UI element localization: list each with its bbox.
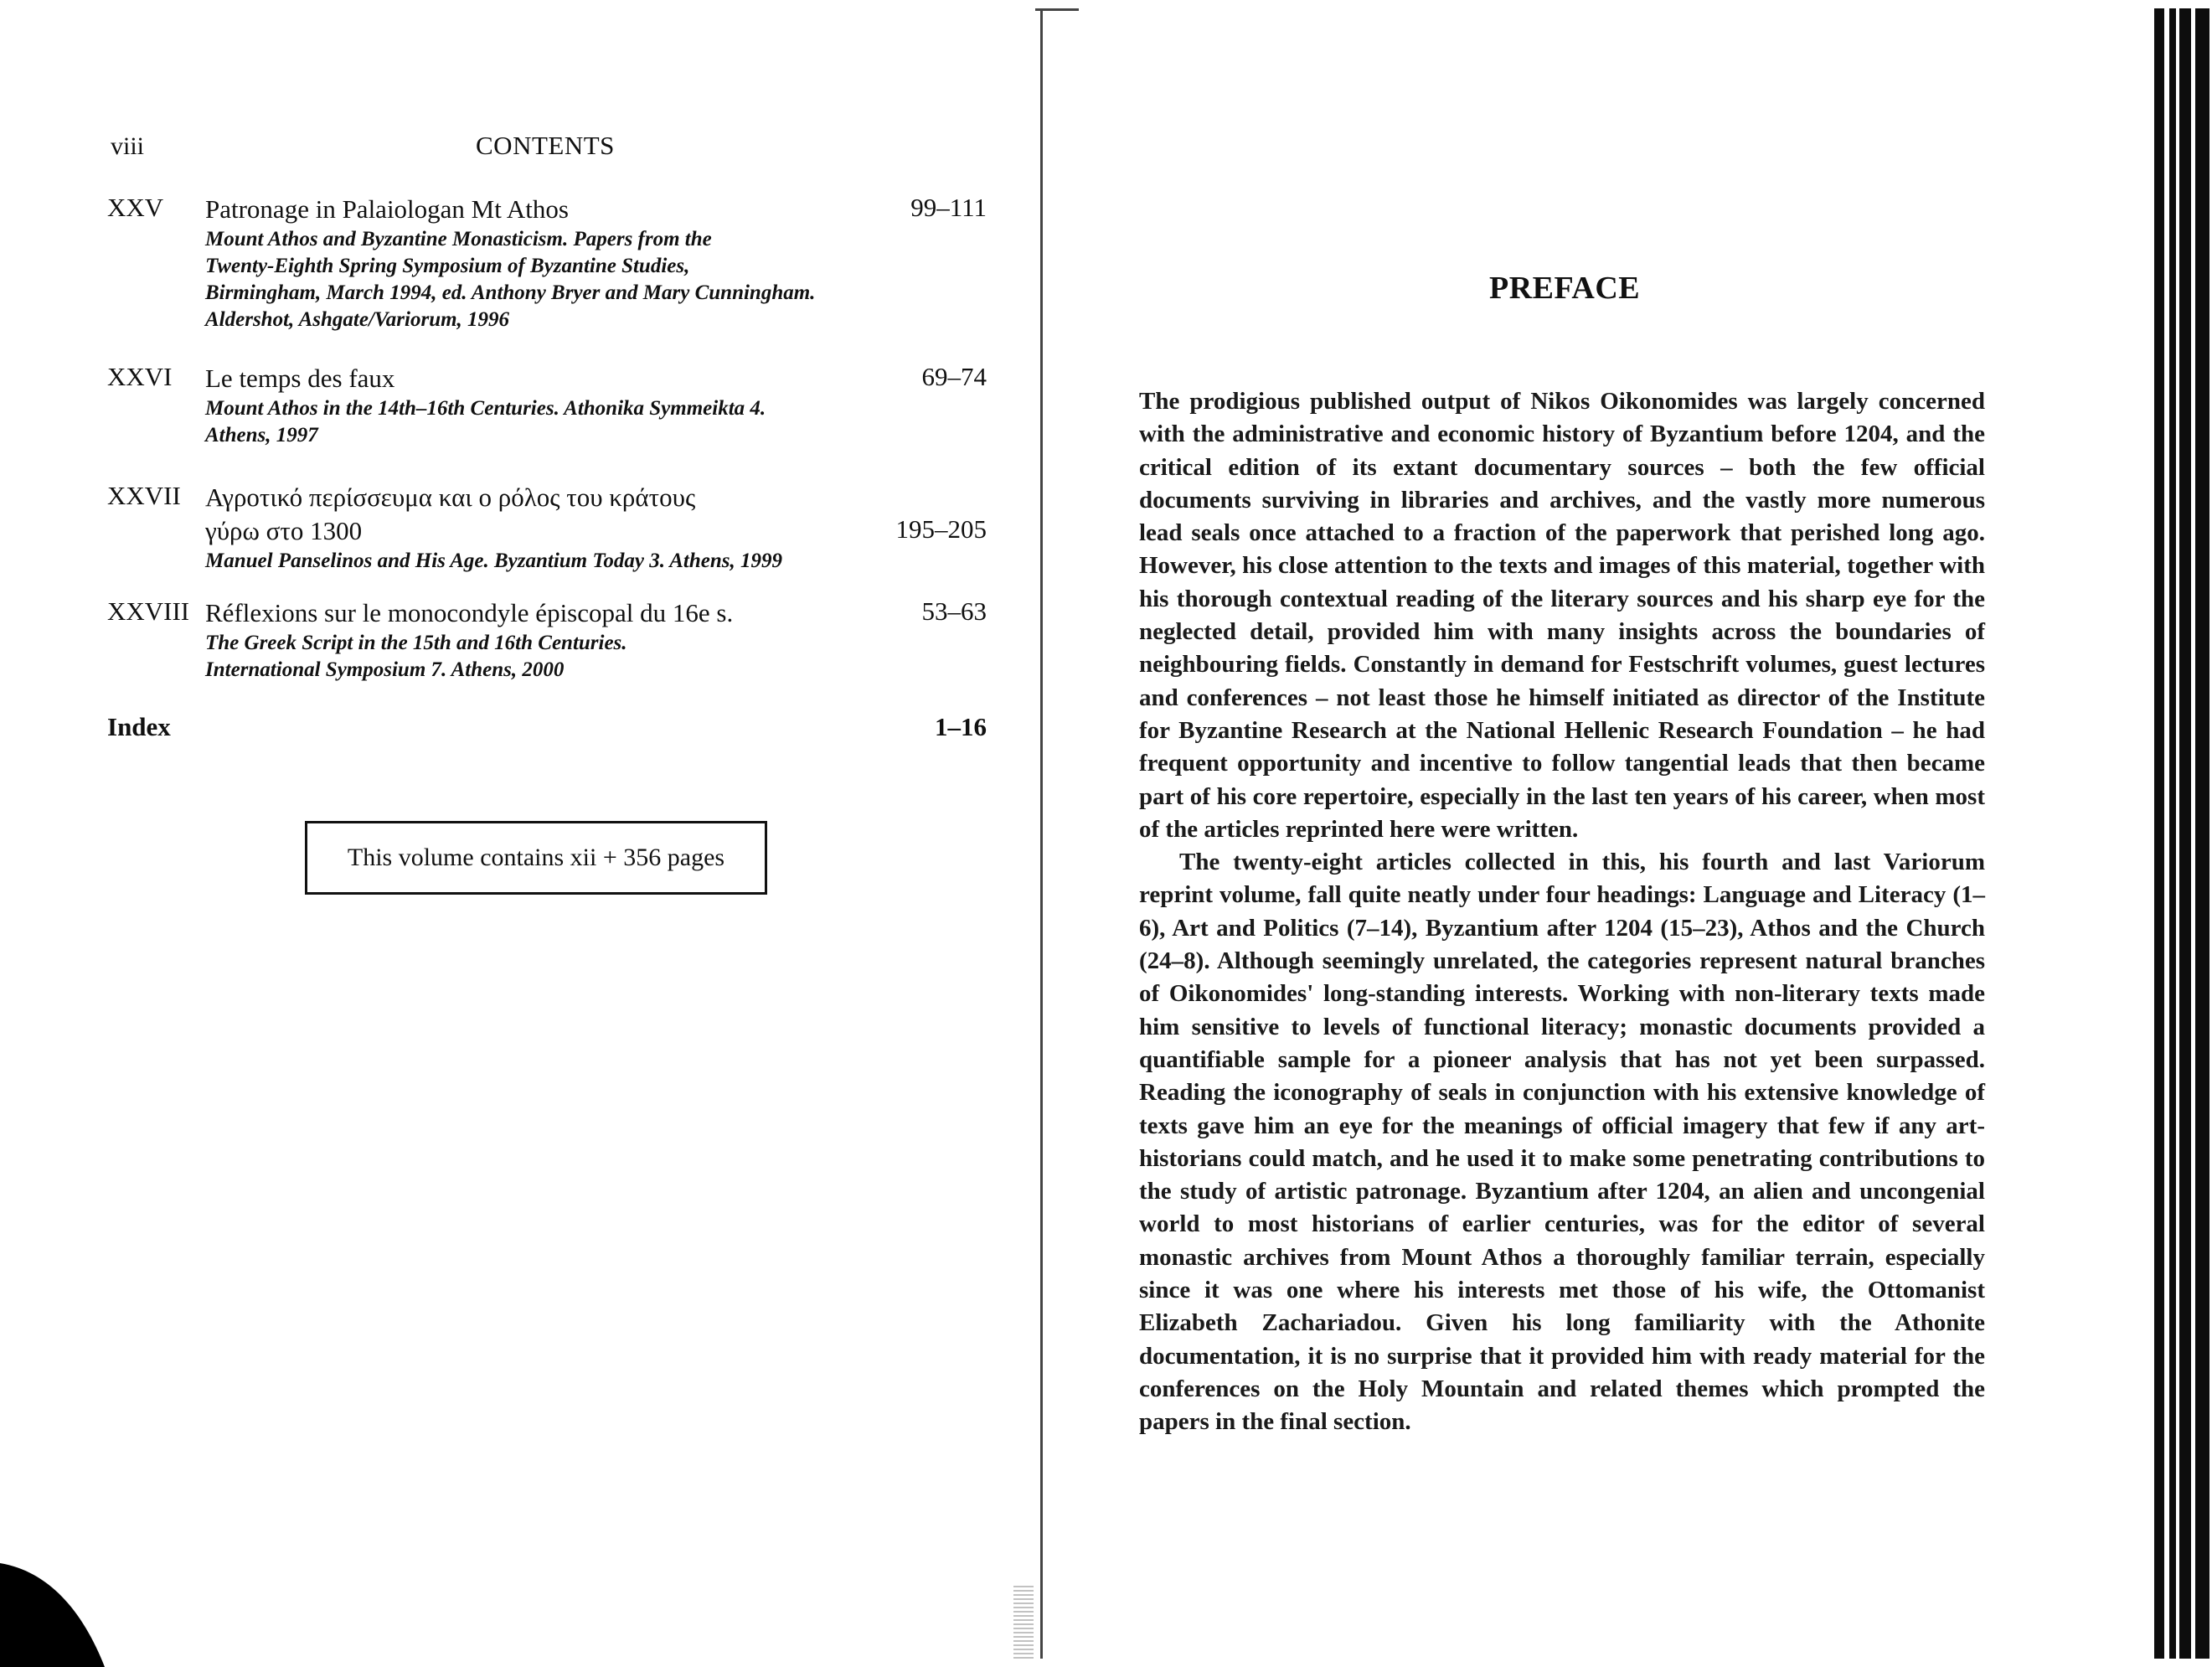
- running-head: CONTENTS: [476, 131, 615, 160]
- entry-number: XXVI: [107, 362, 173, 391]
- preface-page: [1089, 0, 2212, 1667]
- preface-text: [1139, 385, 1985, 1439]
- preface-paragraph: The twenty-eight articles collected in this, his fourth and last Variorum reprint volume, fall quite neatly under four headings: Language and Literacy (1–6), Art and Politics (7–14), Byzantium after 1204 (15–23), Athos and the Church (24–8). Although seemingly unrelated, the categories represent natural branches of Oikonomides' long-standing interests. Working with non-literary texts made him sensitive to levels of functional literacy; monastic documents provided a quantifiable sample for a pioneer analysis that has not yet been surpassed. Reading the iconography of seals in conjunction with his extensive knowledge of texts gave him an eye for the meanings of official imagery that few if any art-historians could match, and he used it to make some penetrating contributions to the study of artistic patronage. Byzantium after 1204, an alien and uncongenial world to most historians of earlier centuries, was for the editor of several monastic archives from Mount Athos a thoroughly familiar terrain, especially since it was one where his interests met those of his wife, the Ottomanist Elizabeth Zachariadou. Given his long familiarity with the Athonite documentation, it is no surprise that it provided him with ready material for the conferences on the Holy Mountain and related themes which prompted the papers in the final section.: [1139, 849, 1985, 1436]
- index-pages: 1–16: [935, 712, 987, 741]
- entry-body: [205, 596, 892, 684]
- entry-body: [205, 481, 892, 575]
- scan-shadow-shape: [0, 1563, 109, 1667]
- book-gutter: [1040, 10, 1043, 1659]
- index-label: Index: [107, 712, 171, 741]
- gutter-speckle: [1013, 1583, 1034, 1659]
- entry-body: [205, 193, 892, 333]
- entry-body: [205, 362, 892, 449]
- entry-source: Mount Athos and Byzantine Monasticism. Papers from the Twenty-Eighth Spring Symposium of Byzantine Studies, Birmingham, March 1994, ed. Anthony Bryer and Mary Cunningham. Aldershot, Ashgate/Variorum, 1996: [205, 228, 816, 331]
- entry-source: The Greek Script in the 15th and 16th Centuries. International Symposium 7. Athens, 2000: [205, 632, 627, 681]
- contents-page: [0, 0, 1030, 1667]
- entry-number: XXVIII: [107, 596, 190, 626]
- entry-number: XXV: [107, 193, 164, 222]
- volume-page-count: This volume contains xii + 356 pages: [347, 844, 725, 871]
- page-number: viii: [111, 132, 145, 160]
- entry-pages: 195–205: [895, 514, 987, 544]
- entry-title: Le temps des faux: [205, 364, 395, 393]
- entry-title-line-2: γύρω στο 1300: [205, 516, 363, 545]
- preface-paragraph: The prodigious published output of Nikos Oikonomides was largely concerned with the administrative and economic history of Byzantium before 1204, and the critical edition of its extant documentary sources – both the few official documents surviving in libraries and archives, and the vastly more numerous lead seals once attached to a fraction of the paperwork that perished long ago. However, his close attention to the texts and images of this material, together with his thorough contextual reading of the literary sources and his sharp eye for the neglected detail, provided him with many insights across the boundaries of neighbouring fields. Constantly in demand for Festschrift volumes, guest lectures and conferences – not least those he himself initiated as director of the Institute for Byzantine Research at the National Hellenic Research Foundation – he had frequent opportunity and incentive to follow tangential leads that then became part of his core repertoire, especially in the last ten years of his career, when most of the articles reprinted here were written.: [1139, 388, 1985, 843]
- entry-pages: 99–111: [910, 193, 987, 222]
- entry-pages: 53–63: [921, 596, 987, 626]
- volume-page-count-box: [305, 821, 767, 895]
- index-entry: [107, 712, 987, 742]
- page-edge-stripes: [2154, 8, 2209, 1659]
- entry-pages: 69–74: [921, 362, 987, 391]
- entry-source: Manuel Panselinos and His Age. Byzantium Today 3. Athens, 1999: [205, 550, 783, 572]
- entry-number: XXVII: [107, 481, 181, 510]
- preface-heading: PREFACE: [1489, 271, 1641, 306]
- entry-title: Réflexions sur le monocondyle épiscopal du 16e s.: [205, 598, 734, 627]
- entry-title-line-1: Αγροτικό περίσσευμα και ο ρόλος του κράτους: [205, 483, 696, 512]
- entry-title: Patronage in Palaiologan Mt Athos: [205, 194, 569, 224]
- entry-source: Mount Athos in the 14th–16th Centuries. Athonika Symmeikta 4. Athens, 1997: [205, 397, 766, 446]
